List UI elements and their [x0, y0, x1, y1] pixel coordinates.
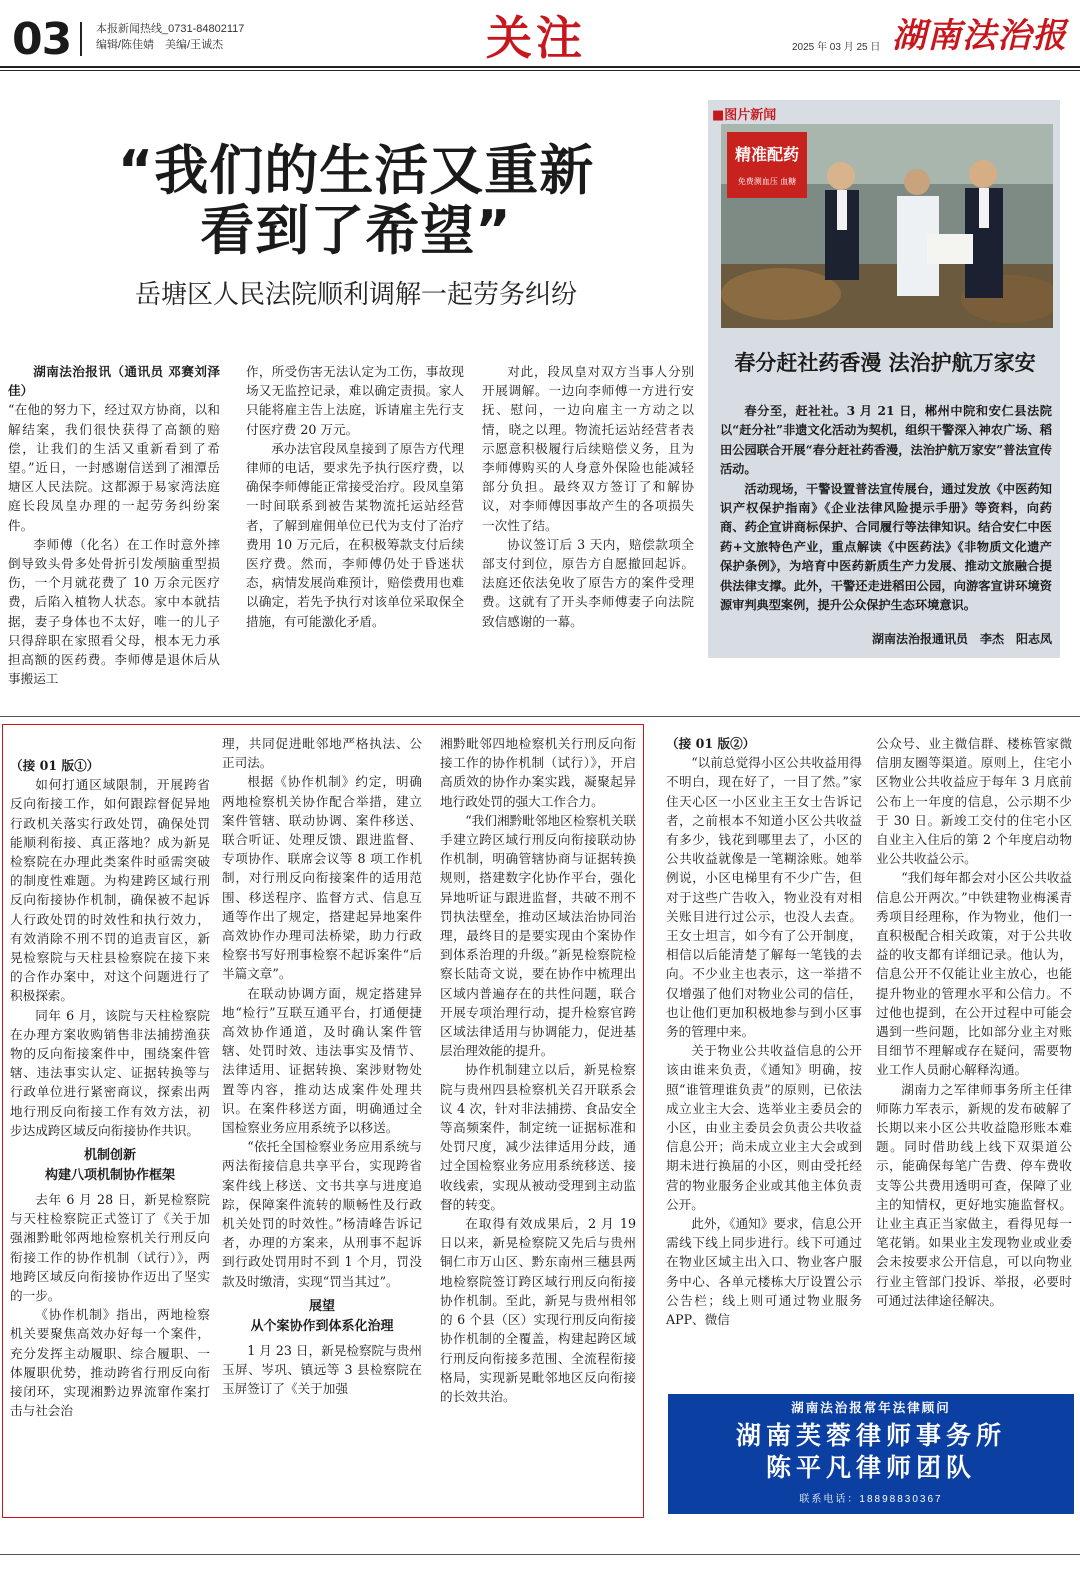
paragraph: 协议签订后 3 天内，赔偿款项全部支付到位，原告方自愿撤回起诉。法庭还依法免收了原告方的案件受理费。这就有了开头李师傅妻子向法院致信感谢的一幕。	[482, 536, 694, 629]
paragraph: 公众号、业主微信群、楼栋管家微信朋友圈等渠道。原则上，住宅小区物业公共收益应于每年 3 月底前公布上一年度的信息，公示期不少于 30 日。新竣工交付的住宅小区自业主入住后的第 2 个年度启动物业公共收益公示。	[876, 736, 1072, 867]
subhead-line1: 展望	[308, 1298, 335, 1314]
paragraph: 承办法官段凤皇接到了原告方代理律师的电话，要求先予执行医疗费，以确保李师傅能正常接受治疗。段凤皇第一时间联系到被告某物流托运站经营者，了解到雇佣单位已代为支付了治疗费用 10 万元后，在积极筹款支付后续医疗费。然而，李师傅仍处于昏迷状态，病情发展尚难预计，赔偿费用也难以确定，若先予执行对该单位采取保全措施，有可能激化矛盾。	[246, 440, 464, 629]
newspaper-logo: 湖南法治报	[892, 16, 1067, 56]
continued-1-column-1	[10, 756, 210, 1421]
subhead-line1: 机制创新	[83, 1148, 136, 1164]
headline-line1: “我们的生活又重新	[117, 139, 595, 202]
paragraph: 关于物业公共收益信息的公开该由谁来负责，《通知》明确，按照“谁管理谁负责”的原则，已依法成立业主大会、选举业主委员会的小区，由业主委员会负责公共收益信息公开；尚未成立业主大会或到期未进行换届的小区，则由受托经营的物业服务企业或其他主体负责公开。	[666, 1043, 862, 1212]
lead-story-column-1	[8, 362, 220, 688]
paragraph: 根据《协作机制》约定，明确两地检察机关协作配合举措，建立案件管辖、联动协调、案件移送、联合听证、处理反馈、跟进监督、专项协作、联席会议等 8 项工作机制，对行刑反向衔接案件的适用范围、移送程序、监督方式、信息互通等作出了规定，搭建起异地案件高效协作办理司法桥梁，助力行政检察书写好刑事检察不起诉案件“后半篇文章”。	[222, 774, 422, 982]
continued-1-column-3	[440, 734, 636, 1406]
continued-2-column-1	[666, 734, 862, 1329]
ad-team-name: 陈平凡律师团队	[765, 1453, 976, 1482]
paragraph: 去年 6 月 28 日，新晃检察院与天柱检察院正式签订了《关于加强湘黔毗邻两地检察机关行刑反向衔接工作的协作机制（试行）》，两地跨区域反向衔接协作迈出了坚实的一步。	[10, 1192, 210, 1304]
paragraph: “以前总觉得小区公共收益用得不明白，现在好了，一目了然。”家住天心区一小区业主王女士告诉记者，之前根本不知道小区公共收益有多少，钱花到哪里去了，小区的公共收益就像是一笔糊涂账。她举例说，小区电梯里有不少广告，但对于这些广告收入，物业没有对相关账目进行过公示，也没人去查。王女士坦言，如今有了公开制度，相信以后能清楚了解每一笔钱的去向。不少业主也表示，这一举措不仅增强了他们对物业公司的信任，也让他们更加积极地参与到小区事务的管理中来。	[666, 755, 862, 1040]
news-hotline: 本报新闻热线_0731-84802117	[96, 23, 245, 35]
paragraph: 此外，《通知》要求，信息公开需线下线上同步进行。线下可通过在物业区域主出入口、物业客户服务中心、各单元楼栋大厅设置公示公告栏；线上则可通过物业服务 APP、微信	[666, 1216, 862, 1328]
lead-story-column-2	[246, 362, 464, 631]
photo-news-tag: ■图片新闻	[712, 108, 777, 123]
paragraph: 在取得有效成果后，2 月 19 日以来，新晃检察院又先后与贵州铜仁市万山区、黔东南州三穗县两地检察院签订跨区域行刑反向衔接协作机制。至此，新晃与贵州相邻的 6 个县（区）实现行刑反向衔接协作机制的全覆盖，构建起跨区域行刑反向衔接多范围、全流程衔接格局，实现新晃毗邻地区反向衔接的长效共治。	[440, 1216, 636, 1404]
paragraph: “依托全国检察业务应用系统与两法衔接信息共享平台，实现跨省案件线上移送、文书共享与进度追踪，保障案件流转的顺畅性及行政机关处罚的时效性。”杨清峰告诉记者，办理的方案来，从刑事不起诉到行政处罚用时不到 1 个月，罚没款及时缴清，实现“罚当其过”。	[222, 1139, 422, 1289]
section-title: 关注	[486, 11, 586, 65]
paragraph: 湘黔毗邻四地检察机关行刑反向衔接工作的协作机制（试行）》，开启高质效的协作办案实践，凝聚起异地行政处罚的强大工作合力。	[440, 736, 636, 809]
continued-label: （接 01 版①）	[10, 758, 100, 773]
continued-1-column-2	[222, 734, 422, 1399]
photo-news-body	[720, 402, 1052, 615]
paragraph: 《协作机制》指出，两地检察机关要聚焦高效办好每一个案件，充分发挥主动履职、综合履职、一体履职优势，推动跨省行刑反向衔接闭环，实现湘黔边界流窜作案打击与社会治	[10, 1307, 210, 1419]
subhead	[10, 1146, 210, 1186]
page-number: 03	[12, 14, 72, 65]
masthead-rule-thin	[0, 70, 1080, 71]
paragraph: 在联动协调方面，规定搭建异地“检行”互联互通平台，打通便捷高效协作通道，及时确认案件管辖、处罚时效、违法事实及情节、法律适用、证据转换、案涉财物处置等内容，推动达成案件处理共识。在案件移送方面，明确通过全国检察业务应用系统予以移送。	[222, 985, 422, 1136]
paragraph: 如何打通区域限制，开展跨省反向衔接工作，如何跟踪督促异地行政机关落实行政处罚，确保处罚能顺利衔接、真正落地？成为新晃检察院在办理此类案件时亟需突破的制度性难题。为构建跨区域行刑反向衔接协作机制，确保被不起诉人行政处罚的时效性和执行效力，有效消除不刑不罚的追责盲区，新晃检察院与天柱县检察院在接下来的合作办案中，对这个问题进行了积极探索。	[10, 777, 210, 1004]
paragraph: 1 月 23 日，新晃检察院与贵州玉屏、岑巩、镇远等 3 县检察院在玉屏签订了《关于加强	[222, 1342, 422, 1397]
photo-news-title: 春分赶社药香漫 法治护航万家安	[734, 351, 1036, 375]
paragraph: “在他的努力下，经过双方协商，以和解结案，我们很快获得了高额的赔偿，让我们的生活又重新看到了希望。”近日，一封感谢信送到了湘潭岳塘区人民法院。这都源于易家湾法庭庭长段凤皇办理的一起劳务纠纷案件。	[8, 402, 220, 533]
subhead	[222, 1297, 422, 1337]
editor-credits: 编辑/陈佳婧 美编/王诚杰	[96, 39, 224, 51]
lead-byline: 湖南法治报讯（通讯员 邓赛刘泽佳）	[8, 364, 220, 399]
photo-illustration	[721, 124, 1053, 328]
subhead-line2: 从个案协作到体系化治理	[250, 1318, 394, 1334]
paragraph: 协作机制建立以后，新晃检察院与贵州四县检察机关召开联系会议 4 次，针对非法捕捞、食品安全等高频案件，制定统一证据标准和处罚尺度，减少法律适用分歧，通过全国检察业务应用系统移送、接收线索，实现从被动受理到主动监督的转变。	[440, 1062, 636, 1212]
lead-story-column-3	[482, 362, 694, 631]
paragraph: 湖南力之军律师事务所主任律师陈力军表示，新规的发布破解了长期以来小区公共收益隐形账本难题。同时借助线上线下双渠道公示，能确保每笔广告费、停车费收支等公共费用透明可查，保障了业主的知情权，更好地实施监督权。让业主真正当家做主，看得见每一笔花销。如果业主发现物业或业委会未按要求公开信息，可以向物业行业主管部门投诉、举报，必要时可通过法律途径解决。	[876, 1081, 1072, 1308]
photo-news-byline: 湖南法治报通讯员 李杰 阳志凤	[871, 632, 1052, 646]
paragraph: 李师傅（化名）在工作时意外摔倒导致头骨多处骨折引发颅脑重型损伤，一个月就花费了 10 万余元医疗费，后陷入植物人状态。家中本就拮据，妻子身体也不太好，唯一的儿子只得辞职在家照看父母，根本无力承担高额的医药费。李师傅是退休后从事搬运工	[8, 536, 220, 687]
section-divider	[0, 716, 1080, 717]
paragraph: “我们湘黔毗邻地区检察机关联手建立跨区域行刑反向衔接联动协作机制，明确管辖协商与证据转换规则，搭建数字化协作平台，强化异地听证与跟进监督，共破不刑不罚执法壁垒，推动区域法治协同治理，最终目的是要实现由个案协作到体系治理的升级。”新晃检察院检察长陆奇文说，要在协作中梳理出区域内普遍存在的共性问题，联合开展专项治理行动，提升检察官跨区域法律适用与协调能力，促进基层治理效能的提升。	[440, 812, 636, 1059]
paragraph: 理，共同促进毗邻地严格执法、公正司法。	[222, 736, 422, 771]
paragraph: 春分至，赶社社。3 月 21 日，郴州中院和安仁县法院以“赶分社”非遗文化活动为契机，组织干警深入神农广场、稻田公园联合开展“春分赶社药香漫，法治护航万家安”普法宣传活动。	[720, 404, 1052, 477]
continued-2-column-2	[876, 734, 1072, 1310]
paragraph: 作，所受伤害无法认定为工伤，事故现场又无监控记录，难以确定责损。家人只能将雇主告上法庭，诉请雇主先行支付医疗费 20 万元。	[246, 364, 464, 437]
subheadline: 岳塘区人民法院顺利调解一起劳务纠纷	[134, 280, 577, 310]
paragraph: 同年 6 月，该院与天柱检察院在办理方案收购销售非法捕捞渔获物的反向衔接案件中，围绕案件管辖、违法事实认定、证据转换等与行政单位进行紧密商议，探索出两地行刑反向衔接工作有效方法，初步达成跨区域反向衔接协作共识。	[10, 1007, 210, 1138]
bottom-rule	[0, 1554, 1080, 1555]
paragraph: 对此，段凤皇对双方当事人分别开展调解。一边向李师傅一方进行安抚、慰问，一边向雇主一方动之以情，晓之以理。物流托运站经营者表示愿意积极履行后续赔偿义务，且为李师傅购买的人身意外保险也能减轻部分负担。最终双方签订了和解协议，对李师傅因事故产生的各项损失一次性了结。	[482, 364, 694, 533]
ad-phone: 联系电话：18898830367	[799, 1494, 943, 1505]
masthead-rule	[0, 66, 1080, 68]
headline-line2: 看到了希望”	[200, 199, 512, 262]
continued-label: （接 01 版②）	[666, 736, 756, 751]
ad-firm-name: 湖南芙蓉律师事务所	[735, 1421, 1006, 1450]
photo-sign-text: 精准配药	[734, 145, 800, 164]
masthead-divider	[80, 22, 82, 56]
ad-heading: 湖南法治报常年法律顾问	[791, 1400, 951, 1415]
paragraph: 活动现场，干警设置普法宣传展台，通过发放《中医药知识产权保护指南》《企业法律风险提示手册》等资料，向药商、药企宣讲商标保护、合同履行等法律知识。结合安仁中医药+文旅特色产业，重点解读《中医药法》《非物质文化遗产保护条例》，为培育中医药新质生产力发展、推动文旅融合提供法律支撑。此外，干警还走进稻田公园，向游客宣讲环境资源审判典型案例，提升公众保护生态环境意识。	[720, 481, 1052, 613]
news-photo	[721, 124, 1053, 328]
issue-date: 2025 年 03 月 25 日	[792, 42, 881, 53]
paragraph: “我们每年都会对小区公共收益信息公开两次。”中铁建物业梅溪青秀项目经理称，作为物业，他们一直积极配合相关政策，对于公共收益的收支都有详细记录。他认为，信息公开不仅能让业主放心，也能提升物业的管理水平和公信力。不过他也提到，在公开过程中可能会遇到一些问题，比如部分业主对账目细节不理解或存在疑问，需要物业工作人员耐心解释沟通。	[876, 870, 1072, 1078]
subhead-line2: 构建八项机制协作框架	[44, 1168, 175, 1184]
photo-sign-sub: 免费测血压 血糖	[737, 177, 797, 186]
